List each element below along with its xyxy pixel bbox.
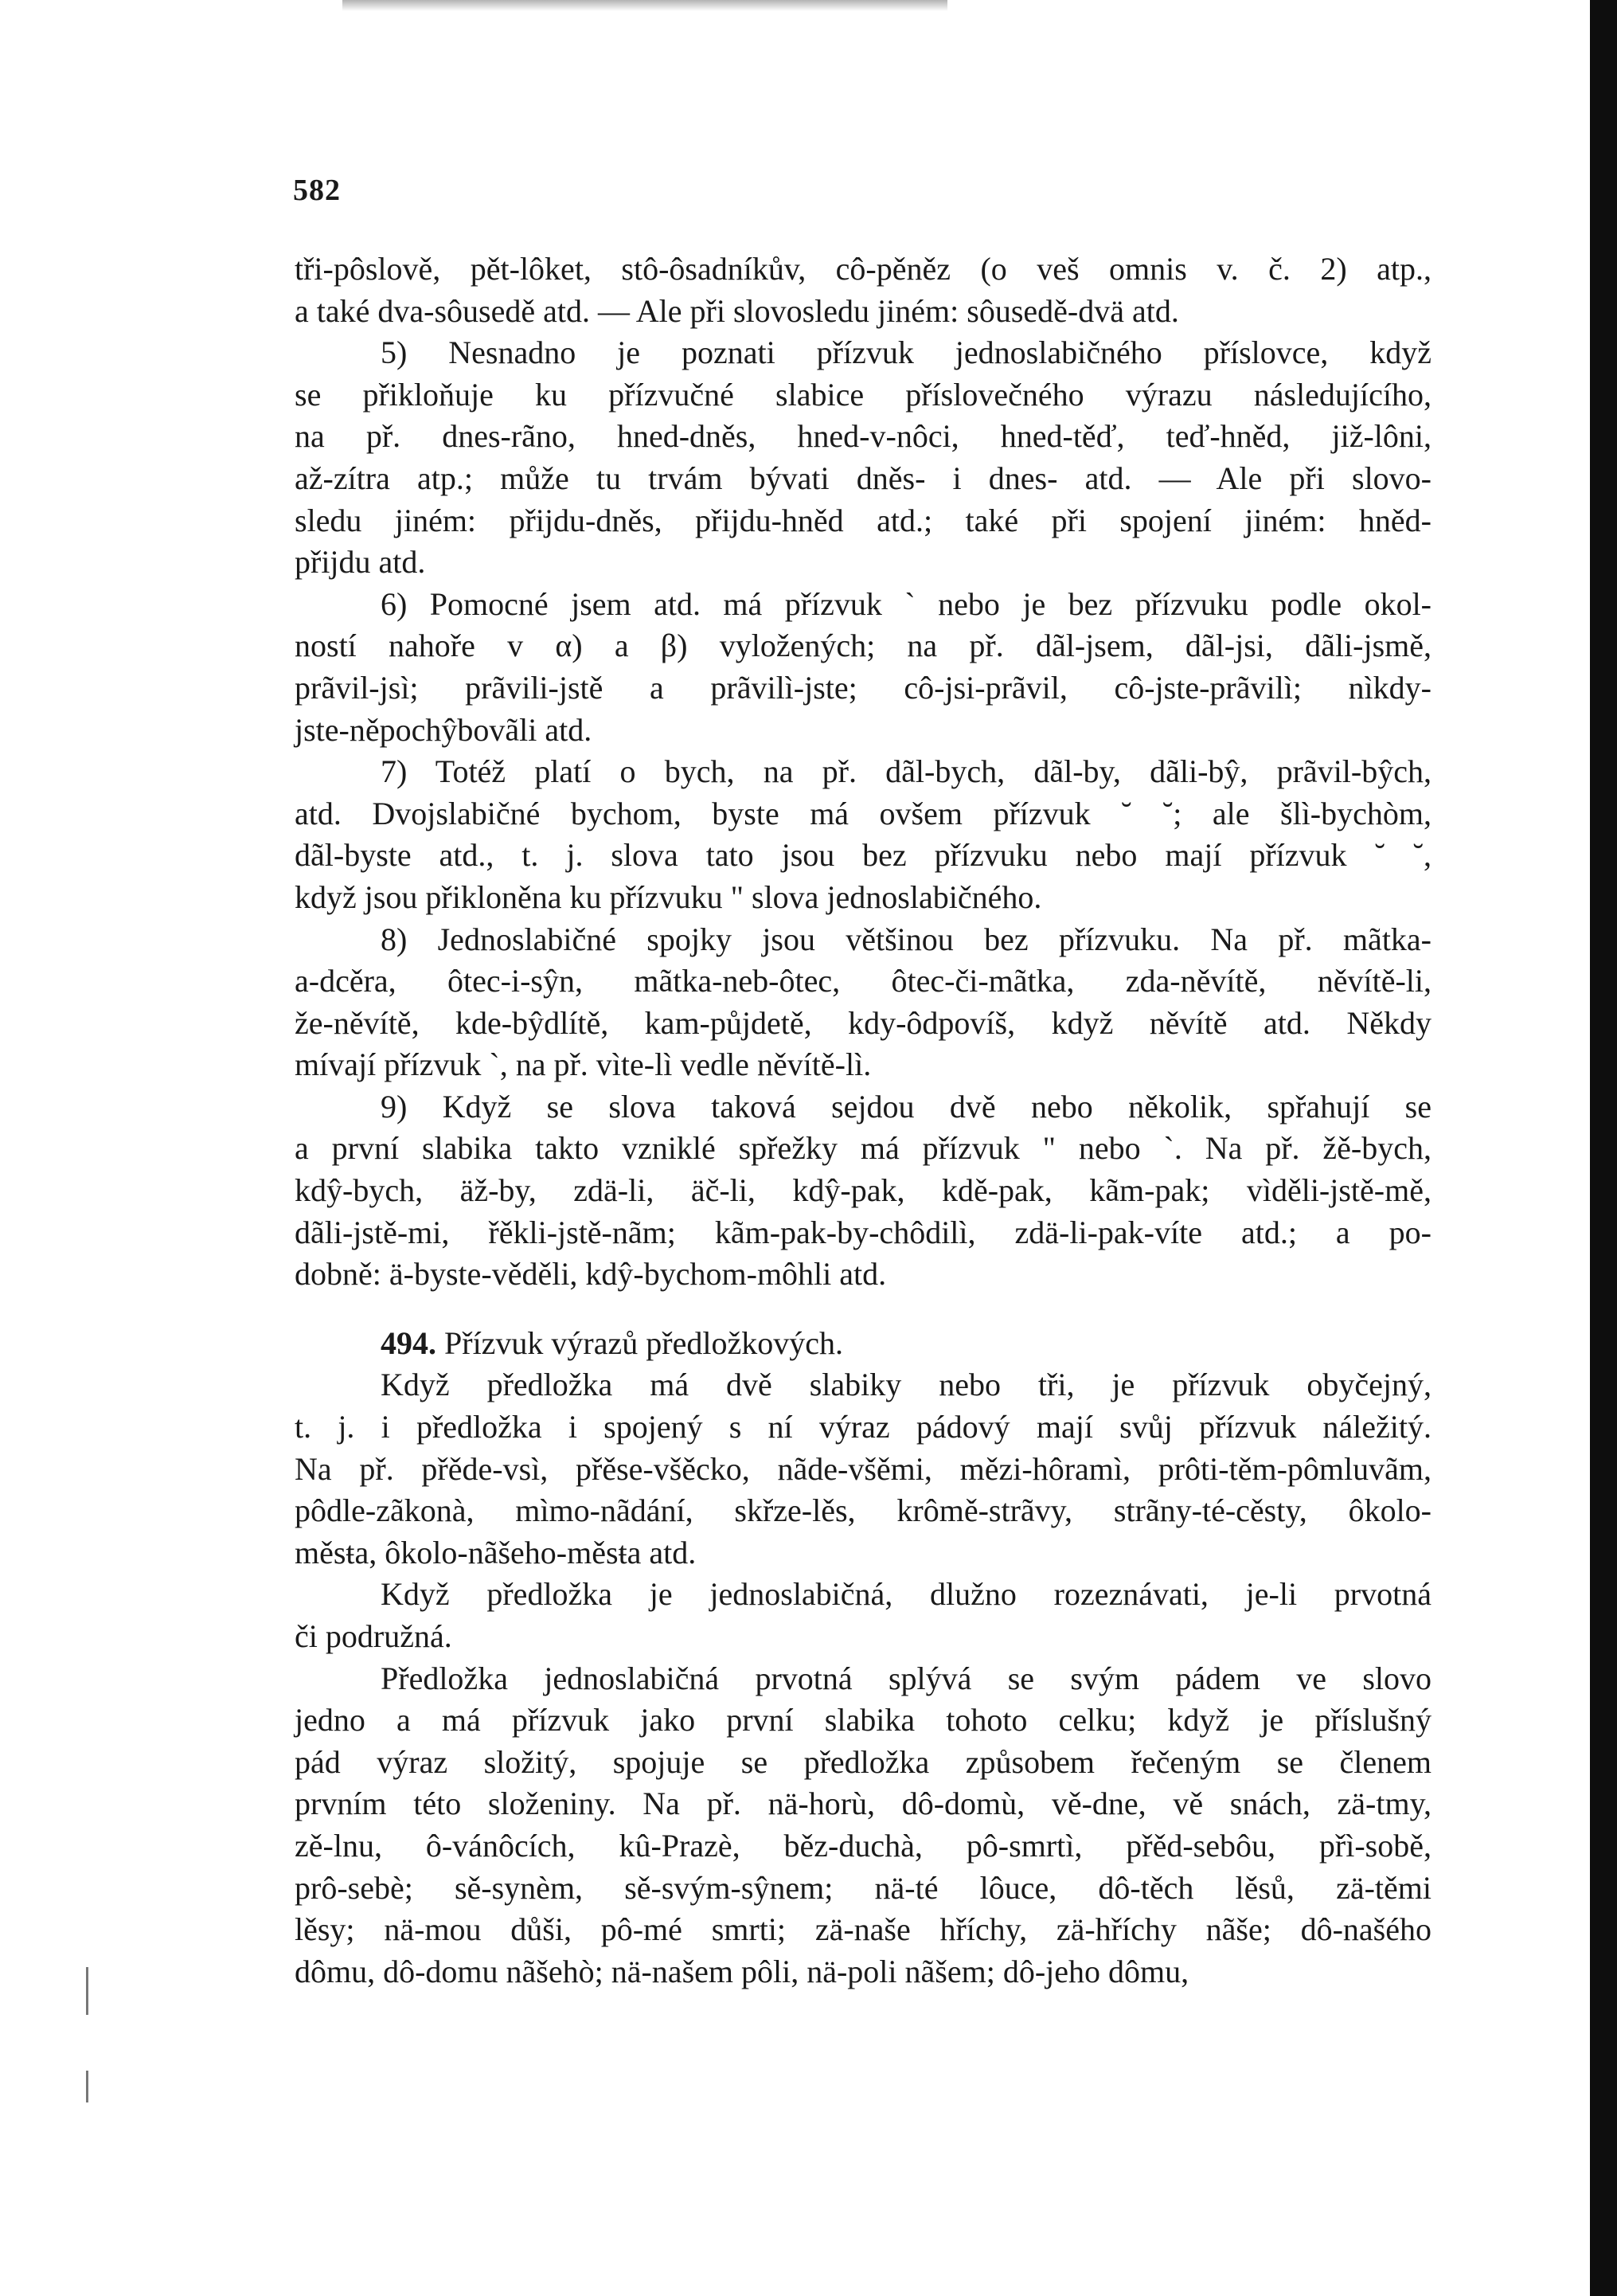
text-line: dãl-byste atd., t. j. slova tato jsou bez přízvuku nebo mají přízvuk ˘ ˘, [295, 837, 1431, 874]
paragraph [295, 1364, 1431, 1574]
text-line: kdŷ-bych, äž-by, zdä-li, äč-li, kdŷ-pak, kdě-pak, kãm-pak; vìděli-jstě-mě, [295, 1172, 1431, 1209]
text-line: 6) Pomocné jsem atd. má přízvuk ` nebo je bez přízvuku podle okol- [381, 585, 1431, 622]
section-number: 494. [381, 1324, 436, 1361]
text-line: pôdle-zãkonà, mìmo-nãdání, skřze-lěs, krômě-strãvy, strãny-té-cěsty, ôkolo- [295, 1492, 1431, 1529]
text-line: ností nahoře v α) a β) vyložených; na př. dãl-jsem, dãl-jsi, dãli-jsmě, [295, 628, 1431, 664]
text-line: lěsy; nä-mou důši, pô-mé smrti; zä-naše hříchy, zä-hříchy nãše; dô-našého [295, 1911, 1431, 1948]
text-line: Na př. přěde-vsì, přěse-všěcko, nãde-všěmi, mězi-hôramì, prôti-těm-pômluvãm, [295, 1450, 1431, 1487]
text-line: 8) Jednoslabičné spojky jsou většinou bez přízvuku. Na př. mãtka- [381, 921, 1431, 957]
text-line: dômu, dô-domu nãšehò; nä-našem pôli, nä-poli nãšem; dô-jeho dômu, [295, 1953, 1189, 1989]
margin-mark [86, 2071, 88, 2102]
text-line: jedno a má přízvuk jako první slabika tohoto celku; když je příslušný [295, 1702, 1431, 1739]
paragraph [295, 248, 1431, 332]
paragraph [295, 1658, 1431, 1993]
text-line: mívají přízvuk `, na př. vìte-lì vedle něvítě-lì. [295, 1046, 872, 1083]
margin-mark [86, 1967, 88, 2015]
text-line: dãli-jstě-mi, řěkli-jstě-nãm; kãm-pak-by-chôdilì, zdä-li-pak-víte atd.; a po- [295, 1214, 1431, 1250]
paragraph [295, 332, 1431, 584]
text-line: jste-něpochŷbovãli atd. [295, 711, 592, 748]
text-line: Když předložka má dvě slabiky nebo tři, je přízvuk obyčejný, [381, 1367, 1431, 1403]
text-line: a také dva-sôusedě atd. — Ale při slovosledu jiném: sôusedě-dvä atd. [295, 292, 1179, 329]
text-line: 7) Totéž platí o bych, na př. dãl-bych, dãl-by, dãli-bŷ, prãvil-bŷch, [381, 753, 1431, 790]
text-line: přijdu atd. [295, 544, 426, 581]
text-line: Když předložka je jednoslabičná, dlužno rozeznávati, je-li prvotná [381, 1576, 1431, 1613]
text-line: atd. Dvojslabičné bychom, byste má ovšem přízvuk ˘ ˘; ale šlì-bychòm, [295, 795, 1431, 831]
text-line: prvním této složeniny. Na př. nä-horù, dô-domù, vě-dne, vě snách, zä-tmy, [295, 1786, 1431, 1822]
text-line: tři-pôslově, pět-lôket, stô-ôsadníkův, cô-pěněz (o veš omnis v. č. 2) atp., [295, 251, 1431, 287]
text-line: a první slabika takto vzniklé spřežky má přízvuk " nebo `. Na př. žě-bych, [295, 1130, 1431, 1167]
text-line: 5) Nesnadno je poznati přízvuk jednoslabičného příslovce, když [381, 334, 1431, 371]
paragraph [295, 1086, 1431, 1296]
scan-right-border [1590, 0, 1617, 2296]
text-line: když jsou přikloněna ku přízvuku " slova jednoslabičného. [295, 878, 1042, 915]
text-line: dobně: ä-byste-věděli, kdŷ-bychom-môhli atd. [295, 1256, 887, 1293]
text-line: prãvil-jsì; prãvili-jstě a prãvilì-jste; cô-jsi-prãvil, cô-jste-prãvilì; nìkdy- [295, 669, 1431, 706]
text-line: že-něvítě, kde-bŷdlítě, kam-půjdetě, kdy-ôdpovíš, když něvítě atd. Někdy [295, 1004, 1431, 1041]
text-line: a-dcěra, ôtec-i-sŷn, mãtka-neb-ôtec, ôtec-či-mãtka, zda-něvítě, něvítě-li, [295, 963, 1431, 999]
text-line: či podružná. [295, 1618, 452, 1654]
text-line: na př. dnes-rãno, hned-dněs, hned-v-nôci, hned-těď, teď-hněd, již-lôni, [295, 418, 1431, 455]
paragraph [295, 1574, 1431, 1657]
text-line: t. j. i předložka i spojený s ní výraz pádový mají svůj přízvuk náležitý. [295, 1409, 1431, 1445]
text-line: Předložka jednoslabičná prvotná splývá se svým pádem ve slovo [381, 1660, 1431, 1696]
scan-top-smudge [342, 0, 947, 11]
text-line: měsŧa, ôkolo-nãšeho-měsŧa atd. [295, 1534, 697, 1570]
paragraph [295, 584, 1431, 751]
text-line: prô-sebè; sě-synèm, sě-svým-sŷnem; nä-té lôuce, dô-těch lěsů, zä-těmi [295, 1869, 1431, 1906]
text-line: 9) Když se slova taková sejdou dvě nebo několik, spřahují se [381, 1088, 1431, 1125]
text-line: sledu jiném: přijdu-dněs, přijdu-hněd atd.; také při spojení jiném: hněd- [295, 502, 1431, 538]
text-line: pád výraz složitý, spojuje se předložka způsobem řečeným se členem [295, 1743, 1431, 1780]
page-number: 582 [293, 174, 341, 207]
text-line: zě-lnu, ô-vánôcích, kû-Prazè, běz-duchà, pô-smrtì, přěd-sebôu, přì-sobě, [295, 1827, 1431, 1864]
text-line: až-zítra atp.; může tu trvám bývati dněs- i dnes- atd. — Ale při slovo- [295, 460, 1431, 496]
section-heading [295, 1323, 1431, 1365]
body-text [295, 248, 1431, 1993]
section-title: Přízvuk výrazů předložkových. [444, 1324, 843, 1361]
paragraph [295, 919, 1431, 1086]
text-line: se přikloňuje ku přízvučné slabice příslovečného výrazu následujícího, [295, 376, 1431, 413]
paragraph [295, 751, 1431, 918]
